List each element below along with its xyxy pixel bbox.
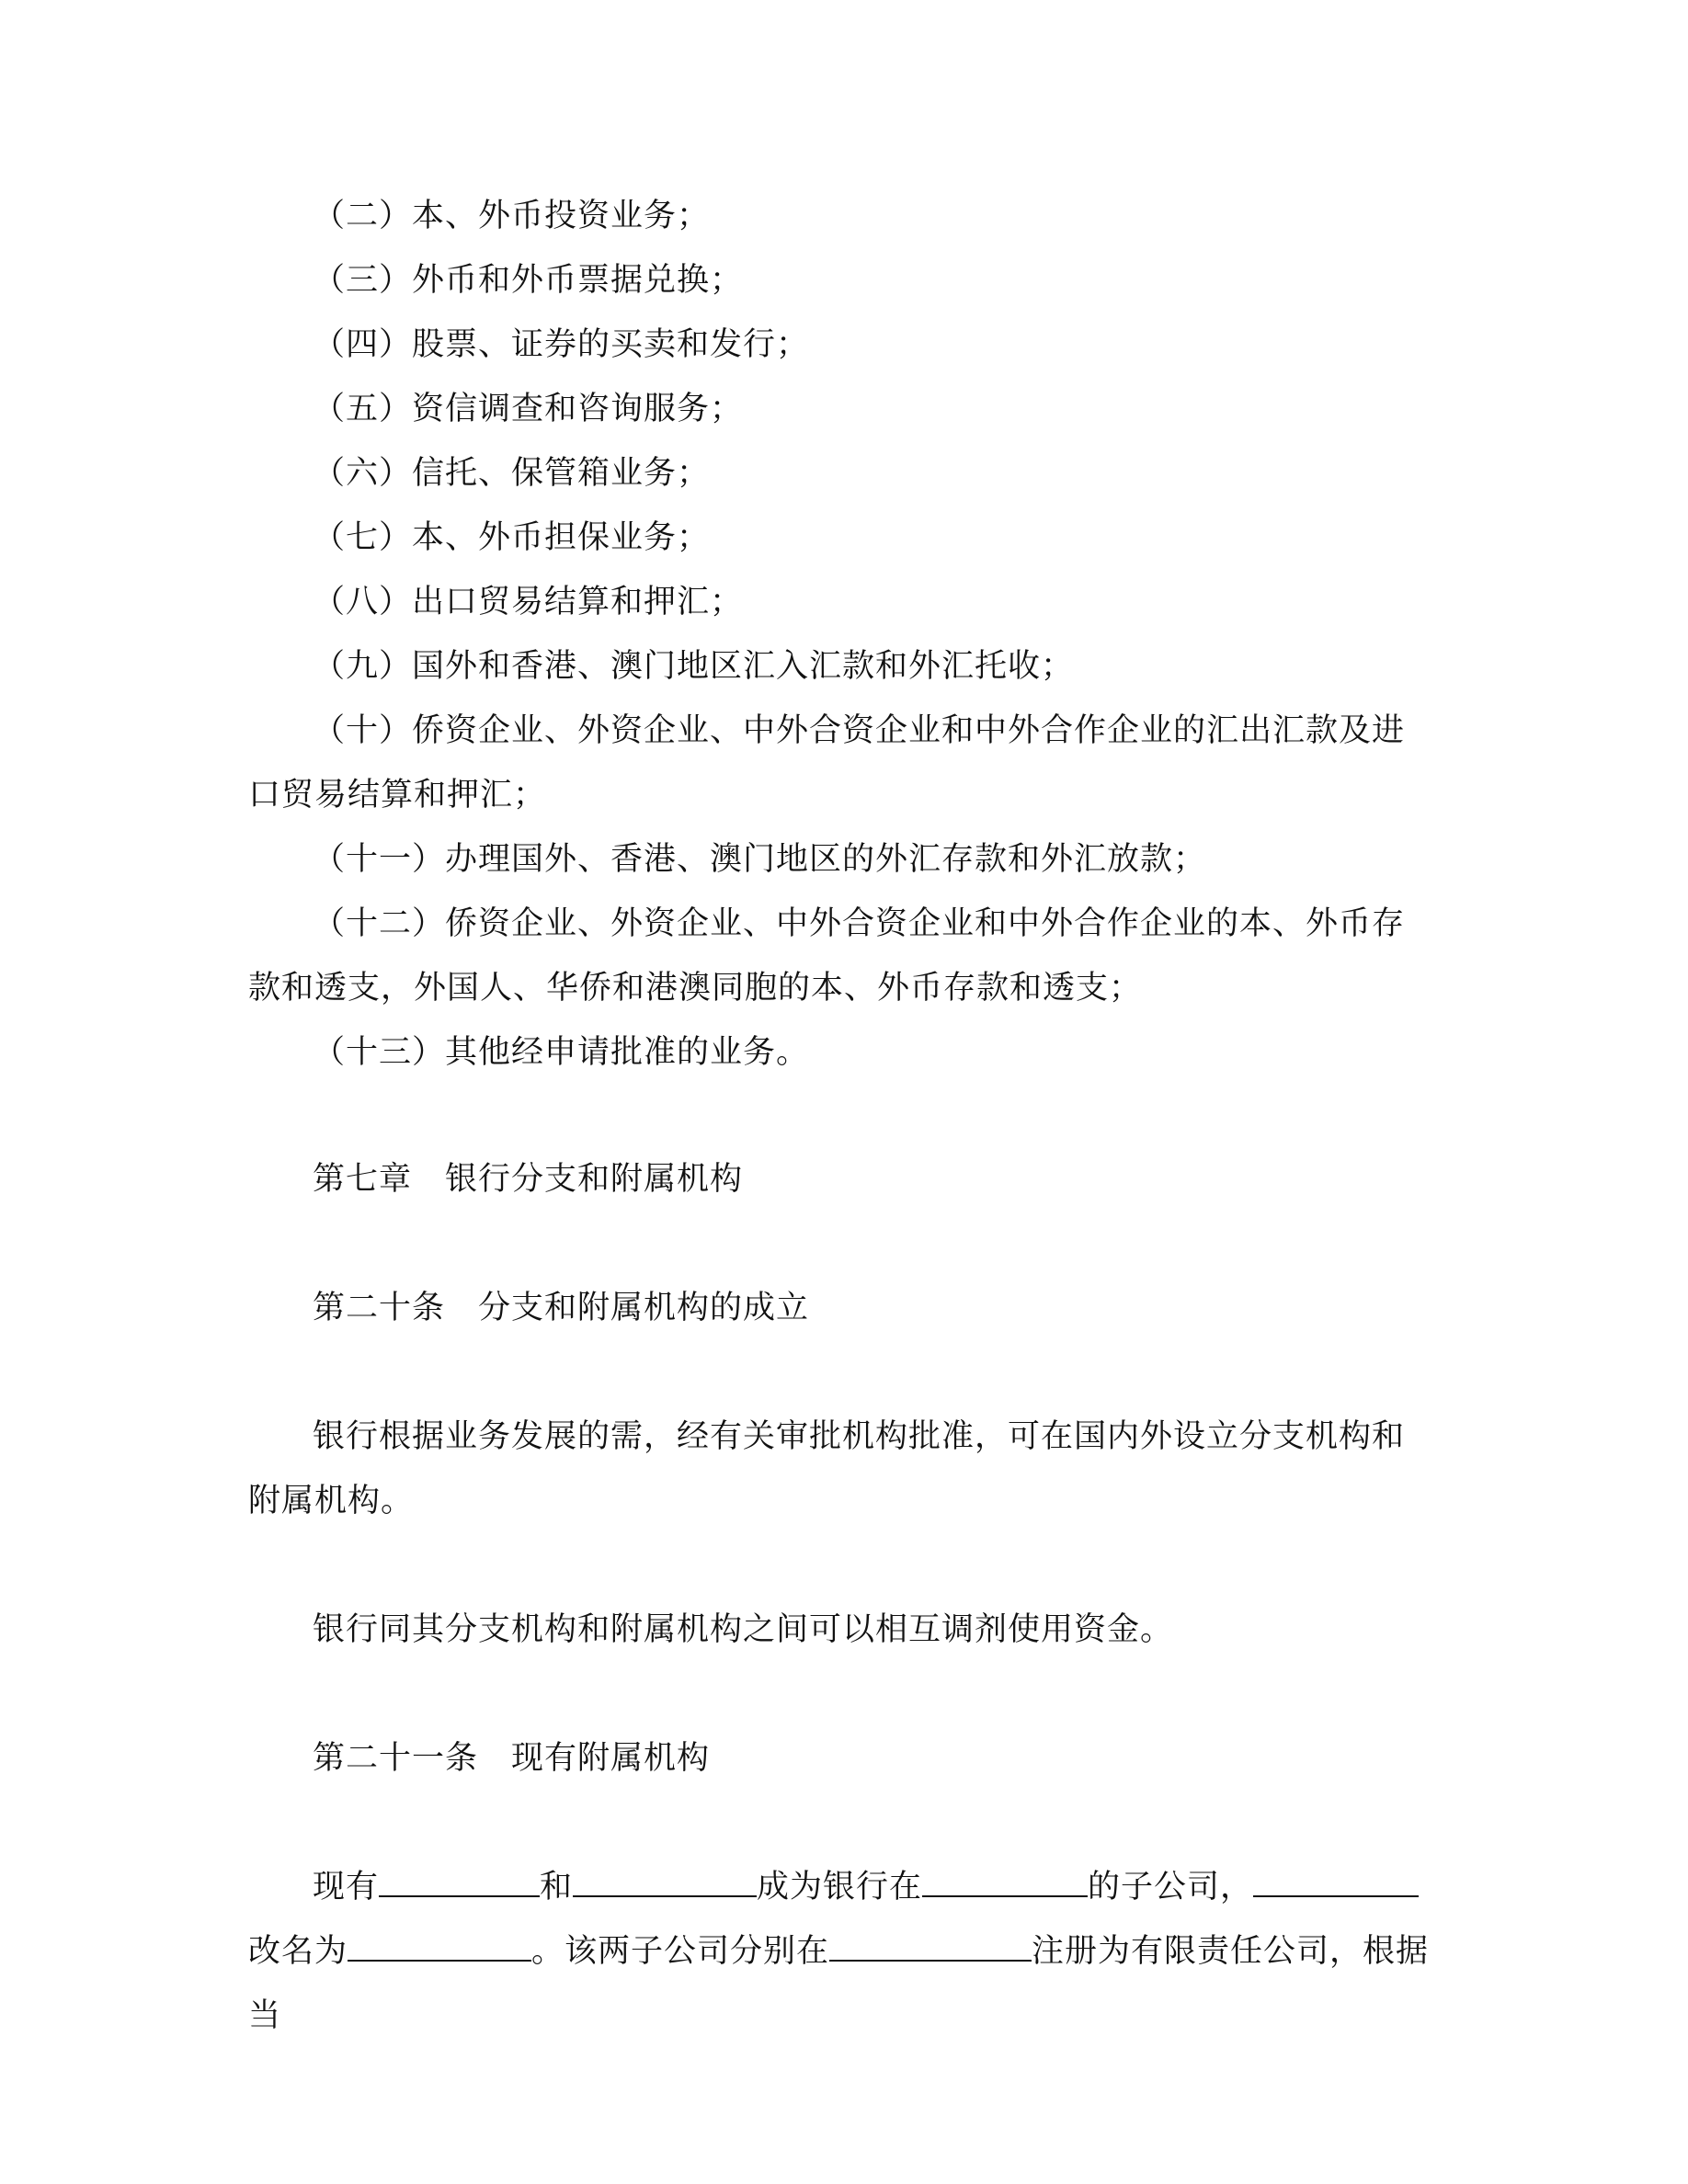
text-segment: 改名为	[248, 1933, 348, 1970]
article-21-paragraph	[248, 1855, 1434, 2048]
list-item: （十二）侨资企业、外资企业、中外合资企业和中外合作企业的本、外币存款和透支，外国人、华侨和港澳同胞的本、外币存款和透支；	[248, 905, 1406, 1007]
text-segment: 。该两子公司分别在	[531, 1933, 830, 1970]
list-item: （六）信托、保管箱业务；	[313, 455, 711, 492]
article-20-block	[248, 1276, 1434, 1340]
text-segment: 注册为有限责任公司，根据当	[248, 1933, 1430, 2034]
list-item: （九）国外和香港、澳门地区汇入汇款和外汇托收；	[313, 648, 1075, 685]
list-item: （五）资信调查和咨询服务；	[313, 391, 744, 427]
article-21-block	[248, 1726, 1434, 1791]
article-21-heading: 第二十一条 现有附属机构	[313, 1740, 711, 1777]
list-item: （十一）办理国外、香港、澳门地区的外汇存款和外汇放款；	[313, 841, 1207, 878]
article-20-para-1-block	[248, 1405, 1434, 1533]
chapter-block	[248, 1147, 1434, 1211]
list-item: （二）本、外币投资业务；	[313, 198, 711, 234]
blank-field	[379, 1864, 540, 1897]
list-item: （十三）其他经申请批准的业务。	[313, 1034, 810, 1071]
list-item: （四）股票、证券的买卖和发行；	[313, 326, 810, 363]
text-segment: 的子公司，	[1088, 1869, 1254, 1905]
list-item: （七）本、外币担保业务；	[313, 519, 711, 556]
business-scope-list	[248, 184, 1434, 1085]
list-item: （三）外币和外币票据兑换；	[313, 262, 744, 299]
chapter-heading: 第七章 银行分支和附属机构	[313, 1161, 744, 1198]
article-20-para-2-block	[248, 1598, 1434, 1662]
list-item: （八）出口贸易结算和押汇；	[313, 584, 744, 620]
text-segment: 和	[540, 1869, 574, 1905]
blank-field	[573, 1864, 757, 1897]
text-segment: 现有	[313, 1869, 380, 1905]
list-item: （十）侨资企业、外资企业、中外合资企业和中外合作企业的汇出汇款及进口贸易结算和押汇；	[248, 712, 1406, 813]
article-20-paragraph-1: 银行根据业务发展的需，经有关审批机构批准，可在国内外设立分支机构和附属机构。	[248, 1418, 1406, 1519]
article-20-heading: 第二十条 分支和附属机构的成立	[313, 1290, 810, 1326]
blank-field	[348, 1928, 531, 1962]
article-20-paragraph-2: 银行同其分支机构和附属机构之间可以相互调剂使用资金。	[313, 1611, 1174, 1648]
blank-field	[1253, 1864, 1419, 1897]
text-segment: 成为银行在	[757, 1869, 923, 1905]
blank-field	[922, 1864, 1088, 1897]
blank-field	[829, 1928, 1032, 1962]
article-21-para-block	[248, 1855, 1434, 2048]
